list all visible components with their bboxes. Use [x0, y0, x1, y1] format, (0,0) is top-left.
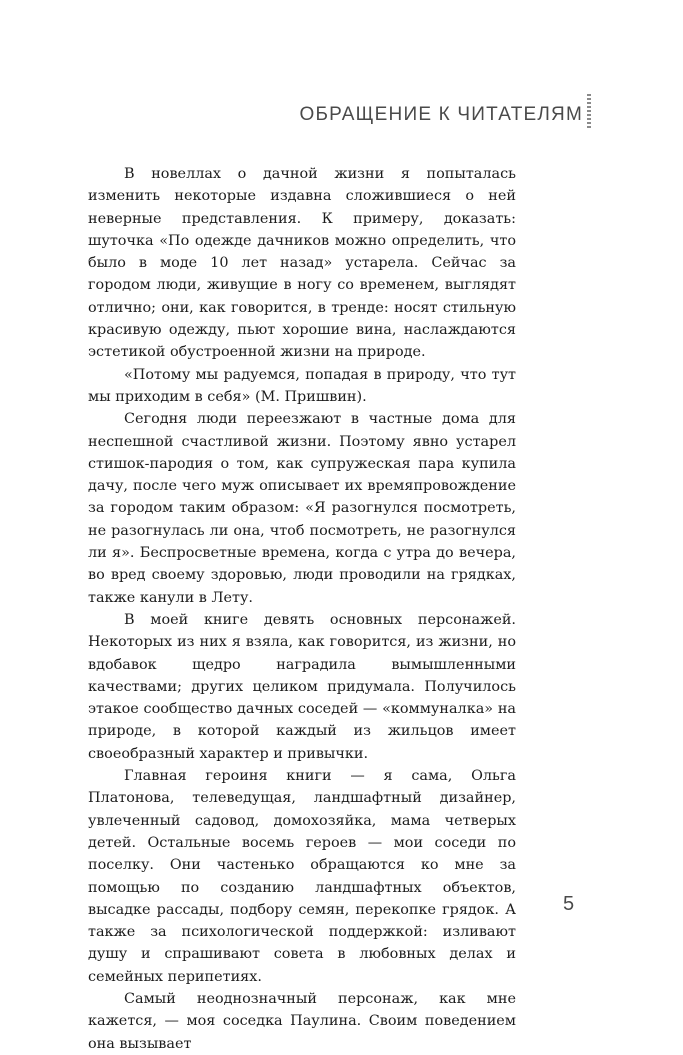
- paragraph: В новеллах о дачной жизни я попыталась изменить некоторые издавна сложившиеся о ней неверные представления. К примеру, доказать: шуточка «По одежде дачников можно определить, что было в моде 10 лет назад» устарела. Сейчас за городом люди, живущие в ногу со временем, выглядят отлично; они, как говорится, в тренде: носят стильную красивую одежду, пьют хорошие вина, наслаждаются эстетикой обустроенной жизни на природе.: [88, 166, 516, 361]
- header-rule: [587, 94, 591, 130]
- paragraph: «Потому мы радуемся, попадая в природу, что тут мы приходим в себя» (М. Пришвин).: [88, 366, 516, 405]
- running-header: ОБРАЩЕНИЕ К ЧИТАТЕЛЯМ: [299, 104, 583, 125]
- body-text: [88, 163, 516, 1055]
- paragraph: Самый неоднозначный персонаж, как мне кажется, — моя соседка Паулина. Своим поведением она вызывает: [88, 990, 516, 1052]
- paragraph: Главная героиня книги — я сама, Ольга Платонова, телеведущая, ландшафтный дизайнер, увлеченный садовод, домохозяйка, мама четверых детей. Остальные восемь героев — мои соседи по поселку. Они частенько обращаются ко мне за помощью по созданию ландшафтных объектов, высадке рассады, подбору семян, перекопке грядок. А также за психологической поддержкой: изливают душу и спрашивают совета в любовных делах и семейных перипетиях.: [88, 768, 516, 985]
- paragraph: В моей книге девять основных персонажей. Некоторых из них я взяла, как говорится, из жизни, но вдобавок щедро наградила вымышленными качествами; других целиком придумала. Получилось этакое сообщество дачных соседей — «коммуналка» на природе, в которой каждый из жильцов имеет своеобразный характер и привычки.: [88, 611, 516, 762]
- page-number: 5: [563, 893, 575, 915]
- paragraph: Сегодня люди переезжают в частные дома для неспешной счастливой жизни. Поэтому явно устарел стишок-пародия о том, как супружеская пара купила дачу, после чего муж описывает их времяпровождение за городом таким образом: «Я разогнулся посмотреть, не разогнулась ли она, чтоб посмотреть, не разогнулся ли я». Беспросветные времена, когда с утра до вечера, во вред своему здоровью, люди проводили на грядках, также канули в Лету.: [88, 411, 516, 606]
